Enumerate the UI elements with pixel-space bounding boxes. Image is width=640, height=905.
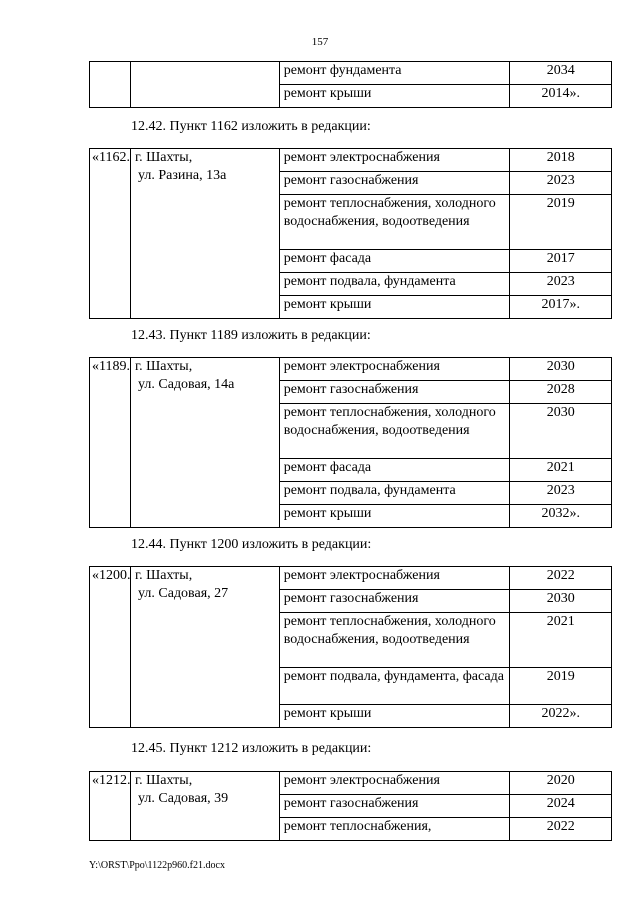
year-cell: 2034 — [510, 62, 612, 85]
address-cell — [131, 358, 280, 528]
work-cell: ремонт теплоснабжения, холодного водоснабжения, водоотведения — [279, 195, 510, 250]
year-cell: 2028 — [510, 381, 612, 404]
work-cell: ремонт подвала, фундамента — [279, 482, 510, 505]
year-cell: 2030 — [510, 590, 612, 613]
year-cell: 2017». — [510, 296, 612, 319]
item-number: «1212. — [90, 772, 131, 841]
item-number: «1162. — [90, 149, 131, 319]
work-cell: ремонт крыши — [279, 705, 510, 728]
work-cell: ремонт газоснабжения — [279, 590, 510, 613]
work-cell: ремонт электроснабжения — [279, 358, 510, 381]
work-cell: ремонт газоснабжения — [279, 172, 510, 195]
address-city: г. Шахты, — [135, 773, 193, 788]
year-cell: 2023 — [510, 482, 612, 505]
work-cell: ремонт подвала, фундамента — [279, 273, 510, 296]
year-cell: 2023 — [510, 273, 612, 296]
year-cell: 2018 — [510, 149, 612, 172]
address-cell — [131, 772, 280, 841]
year-cell: 2014». — [510, 85, 612, 108]
item-1212-table — [89, 771, 612, 841]
section-heading: 12.45. Пункт 1212 изложить в редакции: — [131, 741, 372, 756]
year-cell: 2019 — [510, 668, 612, 705]
address-street: ул. Разина, 13а — [138, 168, 227, 183]
item-number: «1189. — [90, 358, 131, 528]
file-path-footer: Y:\ORST\Ppo\1122p960.f21.docx — [89, 860, 225, 871]
year-cell: 2019 — [510, 195, 612, 250]
number-cell — [90, 62, 131, 108]
item-number: «1200. — [90, 567, 131, 728]
year-cell: 2022 — [510, 818, 612, 841]
page-number: 157 — [311, 36, 329, 48]
year-cell: 2022 — [510, 567, 612, 590]
work-cell: ремонт газоснабжения — [279, 381, 510, 404]
year-cell: 2023 — [510, 172, 612, 195]
continuation-table — [89, 61, 612, 108]
address-city: г. Шахты, — [135, 568, 193, 583]
address-street: ул. Садовая, 27 — [138, 586, 229, 601]
work-cell: ремонт электроснабжения — [279, 149, 510, 172]
year-cell: 2032». — [510, 505, 612, 528]
item-1200-table — [89, 566, 612, 728]
year-cell: 2021 — [510, 459, 612, 482]
address-street: ул. Садовая, 39 — [138, 791, 229, 806]
section-heading: 12.42. Пункт 1162 изложить в редакции: — [131, 119, 371, 134]
address-city: г. Шахты, — [135, 150, 193, 165]
year-cell: 2030 — [510, 404, 612, 459]
item-1189-table — [89, 357, 612, 528]
address-city: г. Шахты, — [135, 359, 193, 374]
work-cell: ремонт крыши — [279, 296, 510, 319]
section-heading: 12.44. Пункт 1200 изложить в редакции: — [131, 537, 372, 552]
section-heading: 12.43. Пункт 1189 изложить в редакции: — [131, 328, 371, 343]
work-cell: ремонт фундамента — [279, 62, 510, 85]
work-cell: ремонт теплоснабжения, холодного водоснабжения, водоотведения — [279, 613, 510, 668]
work-cell: ремонт фасада — [279, 459, 510, 482]
work-cell: ремонт фасада — [279, 250, 510, 273]
year-cell: 2020 — [510, 772, 612, 795]
year-cell: 2030 — [510, 358, 612, 381]
year-cell: 2022». — [510, 705, 612, 728]
work-cell: ремонт электроснабжения — [279, 567, 510, 590]
work-cell: ремонт теплоснабжения, холодного водоснабжения, водоотведения — [279, 404, 510, 459]
address-street: ул. Садовая, 14а — [138, 377, 235, 392]
year-cell: 2021 — [510, 613, 612, 668]
work-cell: ремонт подвала, фундамента, фасада — [279, 668, 510, 705]
item-1162-table — [89, 148, 612, 319]
year-cell: 2024 — [510, 795, 612, 818]
year-cell: 2017 — [510, 250, 612, 273]
address-cell — [131, 62, 280, 108]
address-cell — [131, 149, 280, 319]
work-cell: ремонт крыши — [279, 505, 510, 528]
work-cell: ремонт электроснабжения — [279, 772, 510, 795]
work-cell: ремонт газоснабжения — [279, 795, 510, 818]
address-cell — [131, 567, 280, 728]
work-cell: ремонт теплоснабжения, — [279, 818, 510, 841]
work-cell: ремонт крыши — [279, 85, 510, 108]
